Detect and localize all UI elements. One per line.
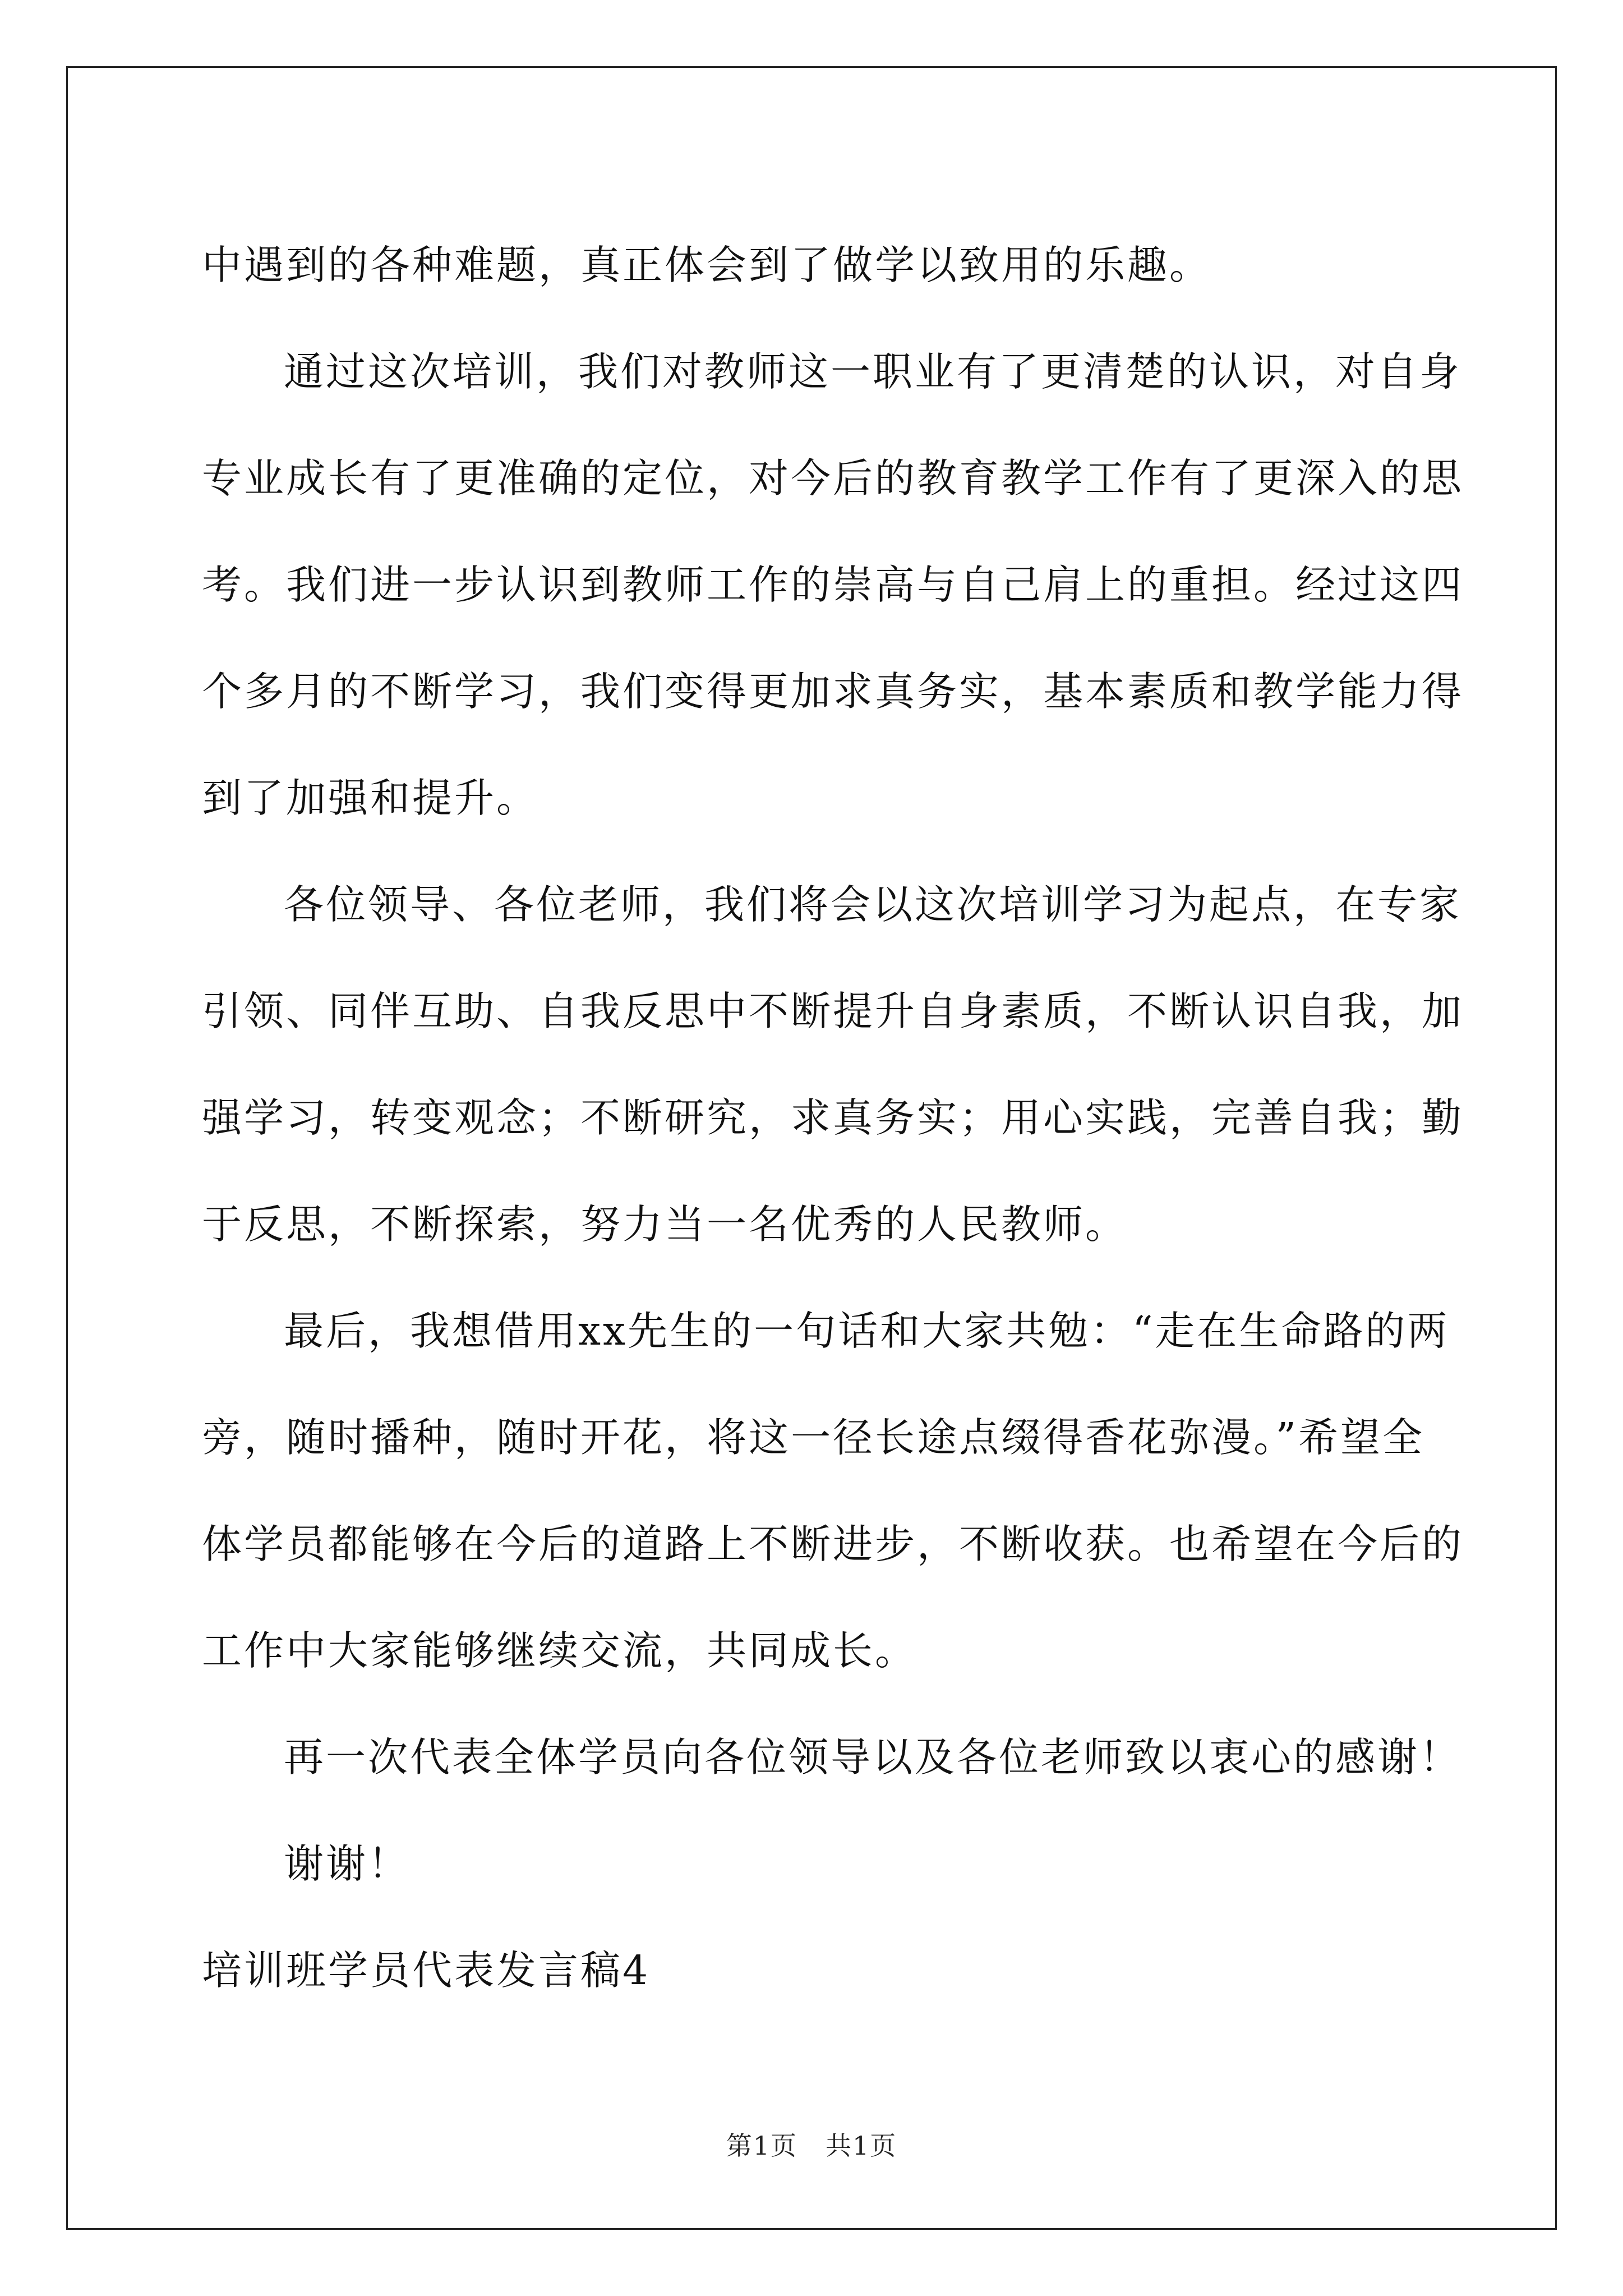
page-footer [0, 2129, 1623, 2162]
document-body [202, 212, 1464, 2024]
total-pages: 共1页 [826, 2131, 897, 2161]
section-heading: 培训班学员代表发言稿4 [202, 1947, 651, 1994]
text-line: 到了加强和提升。 [202, 775, 539, 821]
text-line: 工作中大家能够继续交流，共同成长。 [202, 1627, 917, 1674]
text-line: 专业成长有了更准确的定位，对今后的教育教学工作有了更深入的思 [202, 455, 1464, 501]
text-line: 强学习，转变观念；不断研究，求真务实；用心实践，完善自我；勤 [202, 1094, 1464, 1141]
text-line: 于反思，不断探索，努力当一名优秀的人民教师。 [202, 1201, 1128, 1248]
paragraph-start-line: 通过这次培训，我们对教师这一职业有了更清楚的认识，对自身 [284, 348, 1462, 395]
paragraph-start-line: 各位领导、各位老师，我们将会以这次培训学习为起点，在专家 [284, 881, 1462, 928]
closing-thanks: 谢谢！ [284, 1841, 411, 1887]
text-line: 考。我们进一步认识到教师工作的崇高与自己肩上的重担。经过这四 [202, 562, 1464, 608]
text-line: 旁，随时播种，随时开花，将这一径长途点缀得香花弥漫。”希望全 [202, 1414, 1424, 1461]
text-line: 体学员都能够在今后的道路上不断进步，不断收获。也希望在今后的 [202, 1521, 1464, 1567]
text-line: 中遇到的各种难题，真正体会到了做学以致用的乐趣。 [202, 242, 1212, 288]
text-line: 个多月的不断学习，我们变得更加求真务实，基本素质和教学能力得 [202, 668, 1464, 715]
paragraph-start-line: 最后，我想借用xx先生的一句话和大家共勉：“走在生命路的两 [284, 1308, 1450, 1354]
page-number: 第1页 [726, 2131, 797, 2161]
paragraph-start-line: 再一次代表全体学员向各位领导以及各位老师致以衷心的感谢！ [284, 1734, 1462, 1780]
text-line: 引领、同伴互助、自我反思中不断提升自身素质，不断认识自我，加 [202, 988, 1464, 1034]
